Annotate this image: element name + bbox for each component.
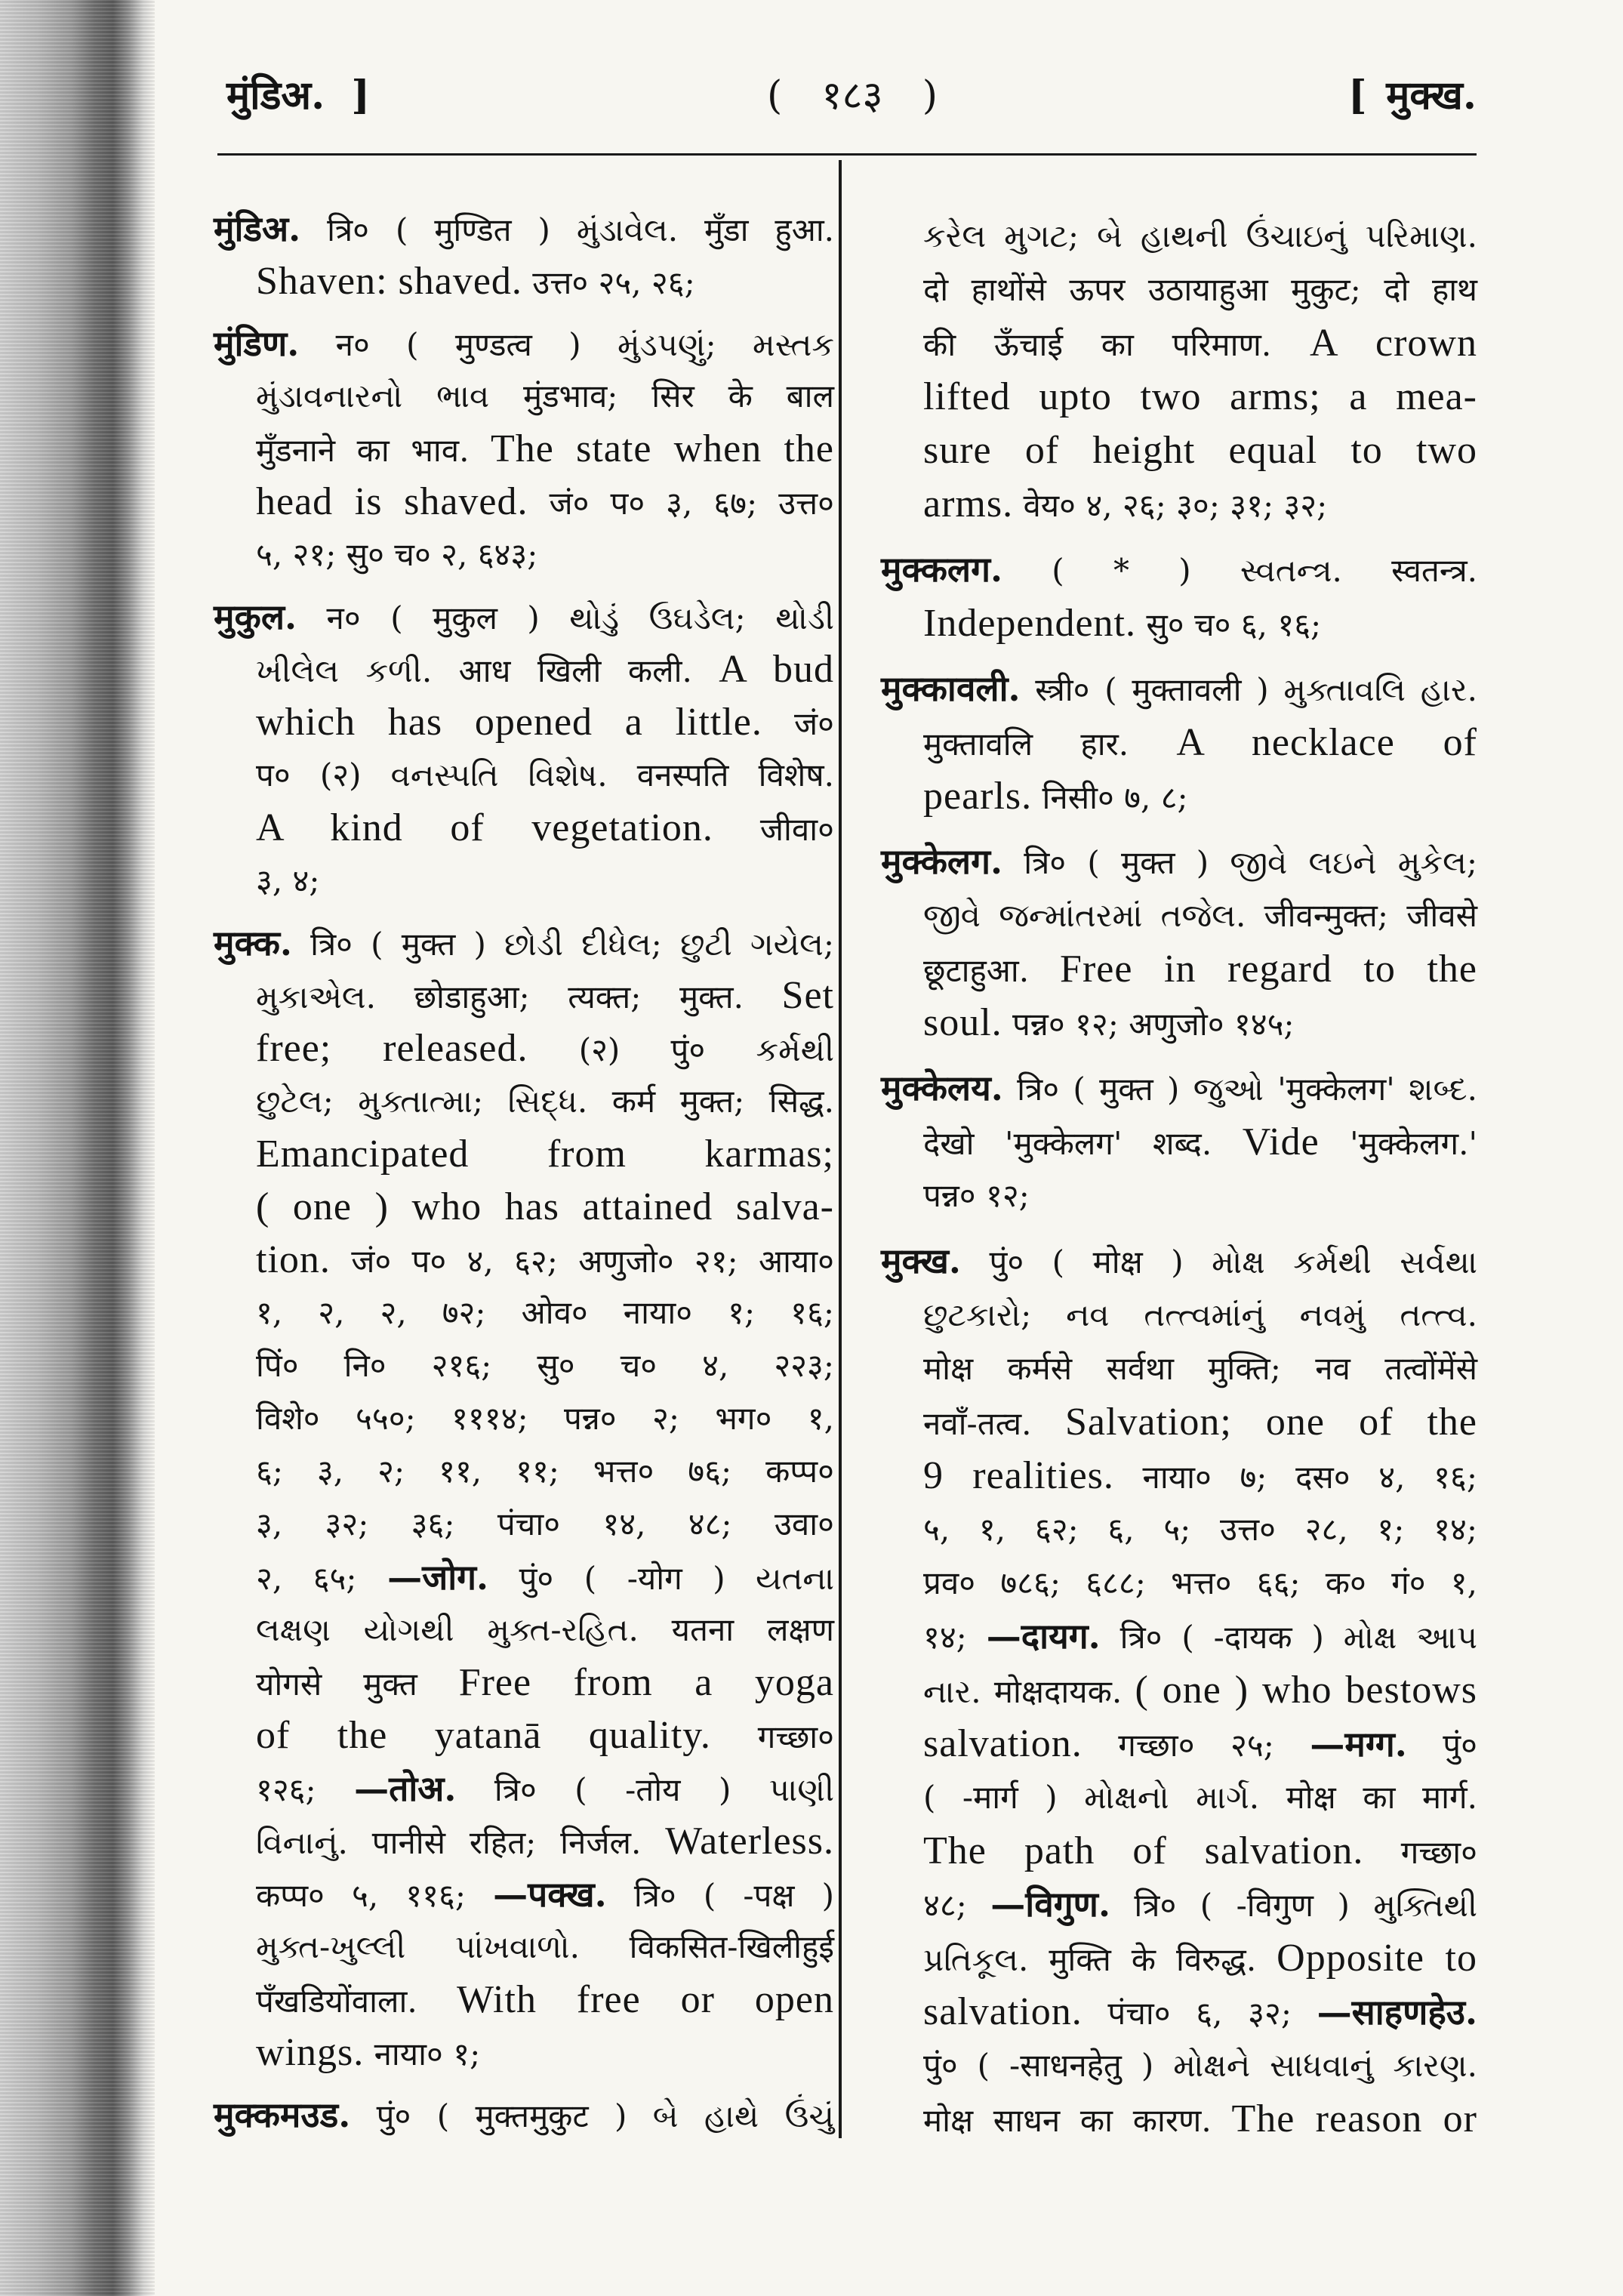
vernacular-gloss: त्रि० ( मुक्त ) જીવે લઇને મુકેલ; — [1024, 844, 1477, 881]
right-column — [881, 209, 1477, 2146]
line-text — [923, 1717, 1477, 1772]
right-column-line — [881, 1985, 1477, 2039]
vernacular-gloss: सु० च० ६, १६; — [1146, 606, 1322, 643]
vernacular-gloss: पन्न० १२; अणुजो० १४५; — [1012, 1006, 1295, 1043]
vernacular-gloss: योगसे मुक्त — [256, 1666, 417, 1703]
vernacular-gloss: २, ६५; — [256, 1560, 357, 1597]
line-text — [256, 1815, 834, 1869]
headword: मुक्ख. — [881, 1240, 961, 1281]
headword: मुक्केलग. — [881, 841, 1003, 882]
right-column-line — [881, 2039, 1477, 2092]
vernacular-gloss: पिं० नि० २१६; सु० च० ४, २२३; — [256, 1347, 834, 1384]
right-column-line — [881, 1502, 1477, 1556]
vernacular-gloss: की ऊँचाई का परिमाण. — [923, 326, 1272, 363]
headword: मुक्कलग. — [881, 549, 1003, 590]
vernacular-gloss: ३, ४; — [256, 862, 320, 899]
headword: मुक्क. — [214, 923, 292, 963]
sub-headword: —साहणहेउ. — [1317, 1992, 1477, 2032]
vernacular-gloss: त्रि० ( मुक्त ) છોડી દીધેલ; છુટી ગયેલ; — [310, 926, 834, 963]
right-column-line — [881, 1717, 1477, 1771]
left-column-line — [214, 1815, 834, 1868]
line-text — [923, 1663, 1477, 1718]
line-text — [256, 1974, 834, 2028]
vernacular-gloss: त्रि० ( -विगुण ) મુક્તિથી — [1134, 1887, 1477, 1924]
vernacular-gloss: त्रि० ( मुण्डित ) મુંડાવેલ. मुँडा हुआ. — [327, 211, 834, 248]
right-column-line — [881, 889, 1477, 942]
line-text — [923, 996, 1295, 1051]
right-column-line — [881, 543, 1477, 596]
right-column-line — [881, 1931, 1477, 1985]
vernacular-gloss: ३, ३२; ३६; पंचा० १४, ४८; उवा० — [256, 1505, 834, 1542]
left-column-line — [214, 969, 834, 1022]
right-column-line — [881, 1169, 1477, 1222]
header-rule — [217, 153, 1477, 156]
vernacular-gloss: छूटाहुआ. — [923, 952, 1030, 989]
running-head-right — [1348, 68, 1477, 124]
vernacular-gloss: उत्त० २५, २६; — [532, 264, 695, 301]
english-gloss: lifted upto two arms; a mea- — [923, 375, 1477, 418]
vernacular-gloss: पुं० ( मुक्तमुकुट ) બે હાથે ઉંચું — [376, 2097, 834, 2134]
line-text — [923, 1169, 1030, 1222]
right-guide-word: [ मुक्ख. — [1348, 72, 1477, 119]
english-gloss: arms. — [923, 482, 1014, 525]
vernacular-gloss: (२) पुं० કર્મથી — [578, 1031, 834, 1068]
line-text — [214, 590, 834, 645]
vernacular-gloss: पन्न० १२; — [923, 1177, 1030, 1214]
english-gloss: of the yatanā quality. — [256, 1714, 711, 1757]
line-text — [923, 263, 1477, 316]
left-column-line — [214, 749, 834, 802]
vernacular-gloss: पुं० ( मोक्ष ) મોક્ષ કર્મથી સર્વથા — [989, 1244, 1477, 1281]
left-column-line — [214, 202, 834, 255]
left-column-line — [214, 1392, 834, 1445]
sub-headword: —विगुण. — [990, 1884, 1110, 1925]
line-text — [923, 1115, 1477, 1170]
line-text — [923, 424, 1477, 479]
line-text — [923, 2092, 1477, 2147]
left-column-line — [214, 1709, 834, 1762]
left-column-line — [214, 643, 834, 696]
english-gloss: A kind of vegetation. — [256, 806, 713, 849]
line-text — [881, 1062, 1477, 1116]
vernacular-gloss: १, २, २, ७२; ओव० नाया० १; १६; — [256, 1294, 834, 1331]
vernacular-gloss: जीवा० — [759, 811, 835, 848]
left-column-line — [214, 1921, 834, 1974]
vernacular-gloss: ६; ३, २; ११, ११; भत्त० ७६; कप्प० — [256, 1453, 834, 1490]
left-column-line — [214, 1604, 834, 1657]
vernacular-gloss: છુટેલ; મુક્તાત્મા; સિદ્ધ. कर्म मुक्त; सिद्ध. — [256, 1083, 834, 1120]
line-text — [881, 662, 1477, 717]
vernacular-gloss: જીવે જન્માંતરમાં તજેલ. जीवन्मुक्त; जीवसे — [923, 897, 1477, 934]
line-text — [256, 1181, 834, 1235]
right-column-line — [881, 1342, 1477, 1395]
right-column-line — [881, 477, 1477, 531]
line-text — [256, 1709, 834, 1764]
line-text — [256, 696, 834, 750]
line-text — [256, 749, 834, 802]
vernacular-gloss: जं० प० ३, ६७; उत्त० — [549, 485, 834, 522]
line-text — [923, 1824, 1477, 1879]
line-text — [923, 1931, 1477, 1986]
line-text — [923, 1985, 1477, 2040]
vernacular-gloss: गच्छा० — [757, 1718, 835, 1755]
right-column-line — [881, 1288, 1477, 1342]
vernacular-gloss: १४; — [923, 1619, 967, 1656]
vernacular-gloss: १२६; — [256, 1771, 316, 1808]
vernacular-gloss: न० ( मुण्डत्व ) મુંડપણું; મસ્તક — [335, 326, 834, 363]
right-column-line — [881, 1610, 1477, 1663]
left-guide-word: मुंडिअ. ] — [226, 72, 370, 119]
left-column-line — [214, 855, 834, 908]
right-column-line — [881, 596, 1477, 650]
right-column-line — [881, 716, 1477, 769]
english-gloss: Vide — [1242, 1120, 1320, 1163]
english-gloss: The path of salvation. — [923, 1829, 1364, 1872]
line-text — [256, 1234, 834, 1288]
english-gloss: With free or open — [457, 1978, 834, 2021]
vernacular-gloss: पुं० ( -साधनहेतु ) મોક્ષને સાધવાનું કારણ. — [923, 2047, 1477, 2084]
left-column-line — [214, 1022, 834, 1075]
line-text — [256, 1657, 834, 1711]
line-text — [256, 1287, 834, 1339]
line-text — [214, 317, 834, 371]
right-column-line — [881, 1395, 1477, 1449]
line-text — [256, 255, 695, 310]
vernacular-gloss: विशे० ५५०; १११४; पन्न० २; भग० १, — [256, 1400, 834, 1437]
line-text — [923, 1878, 1477, 1932]
line-text — [923, 1395, 1477, 1450]
english-gloss: 9 realities. — [923, 1454, 1114, 1497]
vernacular-gloss: ( * ) સ્વતન્ત્ર. स्वतन्त्र. — [1052, 552, 1477, 589]
left-column-line — [214, 370, 834, 423]
right-column-line — [881, 1449, 1477, 1502]
line-text — [256, 1075, 834, 1128]
line-text — [923, 1556, 1477, 1610]
vernacular-gloss: त्रि० ( -पक्ष ) — [633, 1877, 834, 1914]
vernacular-gloss: निसी० ७, ८; — [1042, 779, 1188, 816]
english-gloss: Shaven: shaved. — [256, 260, 522, 303]
english-gloss: which has opened a little. — [256, 701, 762, 744]
right-column-line — [881, 1824, 1477, 1878]
headword: मुक्केलय. — [881, 1068, 1003, 1108]
line-text — [881, 835, 1477, 889]
vernacular-gloss: नाया० ७; दस० ४, १६; — [1142, 1459, 1477, 1496]
vernacular-gloss: પ્રતિકૂલ. मुक्ति के विरुद्ध. — [923, 1941, 1257, 1978]
right-column-line — [881, 2092, 1477, 2146]
line-text — [256, 1921, 834, 1974]
vernacular-gloss: त्रि० ( -दायक ) મોક્ષ આપ — [1119, 1619, 1477, 1656]
english-gloss: wings. — [256, 2031, 365, 2074]
left-column-line — [214, 1498, 834, 1551]
vernacular-gloss: त्रि० ( मुक्त ) જુઓ 'मुक्केलग' શબ્દ. — [1017, 1071, 1477, 1108]
left-column-line — [214, 529, 834, 581]
headword: मुक्कमउड. — [214, 2094, 351, 2135]
line-text — [923, 316, 1477, 371]
line-text — [256, 643, 834, 698]
line-text — [923, 1449, 1477, 1504]
vernacular-gloss: दो हाथोंसे ऊपर उठायाहुआ मुकुट; दो हाथ — [923, 271, 1477, 308]
vernacular-gloss: जं० — [793, 705, 834, 742]
right-column-line — [881, 1663, 1477, 1717]
vernacular-gloss: न० ( मुकुल ) થોડું ઉઘડેલ; થોડી — [326, 599, 834, 636]
sub-headword: —तोअ. — [354, 1768, 457, 1809]
english-gloss: The state when the — [491, 427, 834, 470]
right-column-line — [881, 370, 1477, 424]
line-text — [256, 1128, 834, 1182]
english-gloss: Emancipated from karmas; — [256, 1133, 834, 1176]
left-column-line — [214, 1551, 834, 1604]
sub-headword: —जोग. — [387, 1557, 489, 1598]
vernacular-gloss: पंचा० ६, ३२; — [1107, 1995, 1292, 2032]
english-gloss: salvation. — [923, 1990, 1083, 2033]
headword: मुंडिण. — [214, 323, 300, 364]
vernacular-gloss: स्त्री० ( मुक्तावली ) મુક્તાવલિ હાર. — [1035, 671, 1477, 708]
line-text — [923, 596, 1321, 652]
line-text — [256, 423, 834, 477]
left-column-line — [214, 2088, 834, 2141]
line-text — [214, 202, 834, 257]
english-gloss: free; released. — [256, 1027, 528, 1070]
line-text — [256, 1551, 834, 1605]
line-text — [256, 802, 834, 856]
english-gloss: Free from a yoga — [458, 1661, 835, 1704]
left-column — [214, 202, 834, 2141]
line-text — [256, 1339, 834, 1392]
vernacular-gloss: मुँडनाने का भाव. — [256, 432, 470, 469]
left-column-line — [214, 1445, 834, 1498]
line-text — [256, 1604, 834, 1657]
english-gloss: The reason or — [1231, 2097, 1478, 2140]
right-column-line — [881, 996, 1477, 1049]
right-column-line — [881, 662, 1477, 716]
right-column-line — [881, 1062, 1477, 1115]
left-column-line — [214, 1128, 834, 1181]
english-gloss: ( one ) who has attained salva- — [256, 1185, 834, 1228]
sub-headword: —मग्ग. — [1310, 1724, 1407, 1764]
line-text — [923, 1288, 1477, 1342]
left-column-line — [214, 1075, 834, 1128]
english-gloss: soul. — [923, 1001, 1002, 1044]
right-column-line — [881, 942, 1477, 996]
vernacular-gloss: મુકાએલ. छोडाहुआ; त्यक्त; मुक्त. — [256, 978, 744, 1015]
headword: मुक्कावली. — [881, 668, 1021, 709]
vernacular-gloss: मोक्ष साधन का कारण. — [923, 2102, 1212, 2139]
english-gloss: salvation. — [923, 1722, 1083, 1765]
english-gloss: A bud — [719, 648, 834, 691]
line-text — [256, 1445, 834, 1498]
line-text — [256, 476, 834, 530]
vernacular-gloss: त्रि० ( -तोय ) પાણી — [494, 1771, 834, 1808]
english-gloss: Waterless. — [665, 1820, 835, 1863]
vernacular-gloss: पुं० — [1443, 1727, 1477, 1764]
english-gloss: ( one ) who bestows — [1135, 1669, 1477, 1712]
left-column-line — [214, 1181, 834, 1234]
line-text — [256, 969, 834, 1024]
right-column-line — [881, 209, 1477, 263]
line-text — [256, 1868, 834, 1922]
vernacular-gloss: મુક્ત-ખુલ્લી પાંખવાળો. विकसित-खिलीहुई — [256, 1928, 834, 1965]
vernacular-gloss: गच्छा० — [1400, 1834, 1477, 1871]
vernacular-gloss: पुं० ( -योग ) યતના — [519, 1560, 835, 1597]
vernacular-gloss: प० (२) વનસ્પતિ વિશેષ. वनस्पति विशेष. — [256, 757, 834, 794]
vernacular-gloss: ५, १, ६२; ६, ५; उत्त० २८, १; १४; — [923, 1511, 1477, 1548]
line-text — [923, 1610, 1477, 1664]
vernacular-gloss: લક્ષણ યોગથી મુક્ત-રહિત. यतना लक्षण — [256, 1611, 834, 1648]
right-column-line — [881, 316, 1477, 370]
left-column-line — [214, 1339, 834, 1392]
vernacular-gloss: કરેલ મુગટ; બે હાથની ઉંચાઇનું પરિમાણ. — [923, 217, 1477, 254]
english-gloss: Free in regard to the — [1060, 948, 1477, 991]
vernacular-gloss: ખીલેલ કળી. आध खिली कली. — [256, 652, 692, 689]
line-text — [256, 1392, 834, 1445]
line-text — [923, 769, 1188, 824]
line-text — [881, 543, 1477, 597]
right-column-line — [881, 1771, 1477, 1824]
vernacular-gloss: गच्छा० २५; — [1118, 1727, 1274, 1764]
right-column-line — [881, 1878, 1477, 1931]
left-column-line — [214, 423, 834, 476]
english-gloss: Salvation; one of the — [1064, 1401, 1477, 1444]
running-head-center — [767, 68, 938, 124]
left-column-line — [214, 1287, 834, 1339]
english-gloss: Independent. — [923, 602, 1137, 645]
right-column-line — [881, 1556, 1477, 1610]
left-column-line — [214, 1974, 834, 2026]
line-text — [256, 370, 834, 423]
left-column-line — [214, 696, 834, 749]
vernacular-gloss: नाया० १; — [374, 2036, 481, 2073]
line-text — [256, 1498, 834, 1551]
english-gloss: A crown — [1309, 322, 1477, 365]
left-column-line — [214, 917, 834, 969]
page-number: ( १८३ ) — [767, 73, 938, 119]
vernacular-gloss: प्रव० ७८६; ६८८; भत्त० ६६; क० गं० १, — [923, 1564, 1477, 1601]
left-column-line — [214, 1868, 834, 1921]
vernacular-gloss: देखो 'मुक्केलग' शब्द. — [923, 1125, 1212, 1162]
right-column-line — [881, 1234, 1477, 1288]
line-text — [256, 1022, 834, 1077]
line-text — [923, 942, 1477, 997]
english-gloss: sure of height equal to two — [923, 429, 1477, 472]
left-column-line — [214, 802, 834, 855]
left-column-line — [214, 1762, 834, 1815]
vernacular-gloss: नवाँ-तत्व. — [923, 1405, 1032, 1442]
vernacular-gloss: 'मुक्केलग.' — [1350, 1125, 1477, 1162]
headword: मुकुल. — [214, 596, 297, 637]
line-text — [214, 917, 834, 971]
line-text — [923, 2039, 1477, 2092]
line-text — [923, 1502, 1477, 1556]
left-column-line — [214, 317, 834, 370]
left-column-line — [214, 1657, 834, 1709]
english-gloss: Set — [781, 974, 834, 1017]
line-text — [256, 2026, 480, 2081]
binding-shadow — [0, 0, 155, 2296]
vernacular-gloss: मुक्तावलि हार. — [923, 726, 1129, 763]
english-gloss: tion. — [256, 1238, 331, 1281]
column-divider — [839, 160, 842, 2138]
line-text — [923, 889, 1477, 942]
line-text — [256, 1762, 834, 1817]
vernacular-gloss: वेय० ४, २६; ३०; ३१; ३२; — [1023, 487, 1328, 524]
vernacular-gloss: મુંડાવનારનો ભાવ मुंडभाव; सिर के बाल — [256, 378, 834, 415]
left-column-line — [214, 476, 834, 529]
line-text — [923, 716, 1477, 771]
left-column-line — [214, 2026, 834, 2079]
vernacular-gloss: ( -मार्ग ) મોક્ષનો માર્ગ. मोक्ष का मार्ग. — [923, 1779, 1477, 1816]
vernacular-gloss: पँखडियोंवाला. — [256, 1983, 417, 2020]
english-gloss: pearls. — [923, 775, 1033, 818]
right-column-line — [881, 263, 1477, 316]
vernacular-gloss: નાર. मोक्षदायक. — [923, 1673, 1123, 1710]
line-text — [923, 1342, 1477, 1395]
english-gloss: head is shaved. — [256, 480, 528, 523]
line-text — [214, 2088, 834, 2143]
line-text — [256, 855, 320, 908]
right-column-line — [881, 835, 1477, 889]
headword: मुंडिअ. — [214, 208, 301, 249]
vernacular-gloss: मोक्ष कर्मसे सर्वथा मुक्ति; नव तत्वोंमेंसे — [923, 1350, 1477, 1387]
left-column-line — [214, 255, 834, 308]
right-column-line — [881, 424, 1477, 477]
sub-headword: —दायग. — [986, 1616, 1101, 1657]
line-text — [256, 529, 537, 581]
vernacular-gloss: ५, २१; सु० च० २, ६४३; — [256, 536, 538, 573]
line-text — [923, 209, 1477, 263]
vernacular-gloss: વિનાનું. पानीसे रहित; निर्जल. — [256, 1824, 642, 1861]
english-gloss: Opposite to — [1277, 1937, 1477, 1980]
vernacular-gloss: कप्प० ५, ११६; — [256, 1877, 466, 1914]
line-text — [881, 1234, 1477, 1289]
line-text — [923, 370, 1477, 425]
left-column-line — [214, 590, 834, 643]
english-gloss: A necklace of — [1176, 721, 1477, 764]
vernacular-gloss: છુટકારો; નવ તત્ત્વમાંનું નવમું તત્ત્વ. — [923, 1296, 1477, 1333]
sub-headword: —पक्ख. — [493, 1874, 607, 1915]
vernacular-gloss: ४८; — [923, 1887, 967, 1924]
line-text — [923, 477, 1327, 532]
line-text — [923, 1771, 1477, 1824]
right-column-line — [881, 1115, 1477, 1169]
vernacular-gloss: जं० प० ४, ६२; अणुजो० २१; आया० — [351, 1243, 835, 1280]
right-column-line — [881, 769, 1477, 823]
left-column-line — [214, 1234, 834, 1287]
running-head-left — [226, 68, 370, 124]
